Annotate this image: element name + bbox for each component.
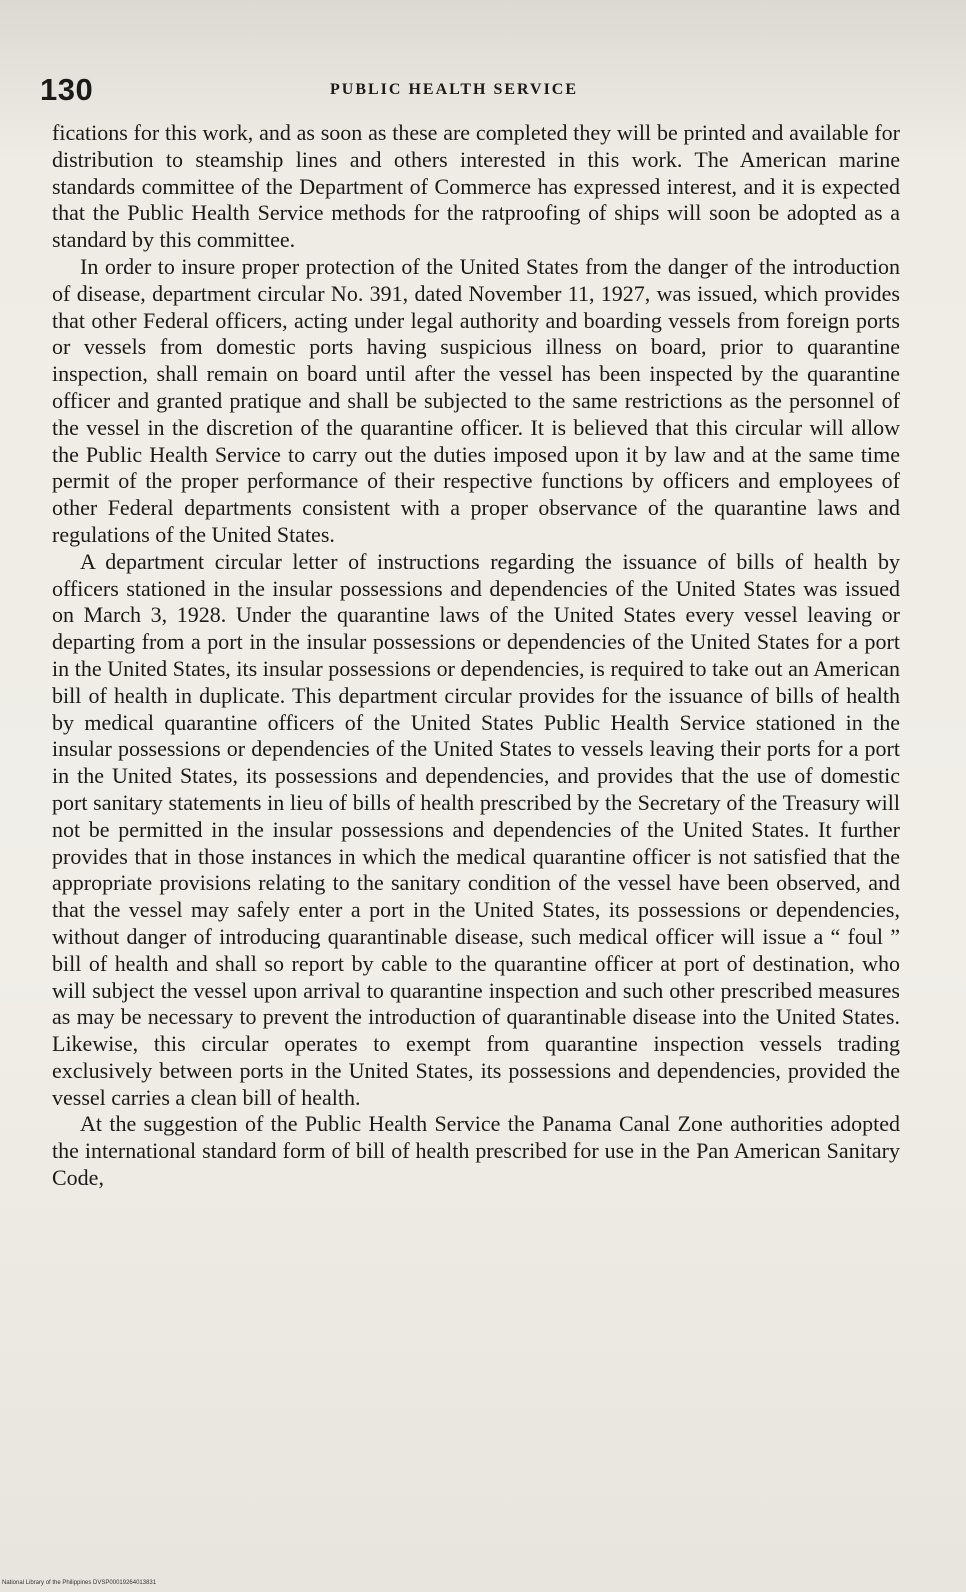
paragraph-continued: fications for this work, and as soon as these are completed they will be printed and available for distribution to steamship lines and others interested in this work. The American marine standards committee of the Department of Commerce has expressed interest, and it is expected that the Public Health Service methods for the ratproofing of ships will soon be adopted as a standard by this committee. bbox=[52, 120, 900, 253]
running-head: PUBLIC HEALTH SERVICE bbox=[330, 81, 579, 98]
paragraph-panama-canal: At the suggestion of the Public Health Service the Panama Canal Zone authorities adopted the international standard form of bill of health prescribed for use in the Pan American Sanitary Code, bbox=[52, 1111, 900, 1191]
paragraph-circular-391: In order to insure proper protection of the United States from the danger of the introduction of disease, department circular No. 391, dated November 11, 1927, was issued, which provides that other Federal officers, acting under legal authority and boarding vessels from foreign ports or vessels from domestic ports having suspicious illness on board, prior to quarantine inspection, shall remain on board until after the vessel has been inspected by the quarantine officer and granted pratique and shall be subjected to the same restrictions as the personnel of the vessel in the discretion of the quarantine officer. It is believed that this circular will allow the Public Health Service to carry out the duties imposed upon it by law and at the same time permit of the proper performance of their respective functions by officers and employees of other Federal departments consistent with a proper observance of the quarantine laws and regulations of the United States. bbox=[52, 253, 900, 547]
page-header bbox=[40, 72, 896, 112]
body-text bbox=[52, 120, 900, 1192]
scan-credit: National Library of the Philippines DVSP00019264013831 bbox=[2, 1580, 157, 1586]
page-number: 130 bbox=[40, 72, 94, 107]
paragraph-bills-of-health: A department circular letter of instructions regarding the issuance of bills of health by officers stationed in the insular possessions and dependencies of the United States was issued on March 3, 1928. Under the quarantine laws of the United States every vessel leaving or departing from a port in the insular possessions or dependencies of the United States for a port in the United States, its insular possessions or dependencies, is required to take out an American bill of health in duplicate. This department circular provides for the issuance of bills of health by medical quarantine officers of the United States Public Health Service stationed in the insular possessions or dependencies of the United States to vessels leaving their ports for a port in the United States, its possessions and dependencies, and provides that the use of domestic port sanitary statements in lieu of bills of health prescribed by the Secretary of the Treasury will not be permitted in the insular possessions and dependencies of the United States. It further provides that in those instances in which the medical quarantine officer is not satisfied that the appropriate provisions relating to the sanitary condition of the vessel have been observed, and that the vessel may safely enter a port in the United States, its possessions or dependencies, without danger of introducing quarantinable disease, such medical officer will issue a “ foul ” bill of health and shall so report by cable to the quarantine officer at port of destination, who will subject the vessel upon arrival to quarantine inspection and such other prescribed measures as may be necessary to prevent the introduction of quarantinable disease into the United States. Likewise, this circular operates to exempt from quarantine inspection vessels trading exclusively between ports in the United States, its possessions and dependencies, provided the vessel carries a clean bill of health. bbox=[52, 548, 900, 1110]
